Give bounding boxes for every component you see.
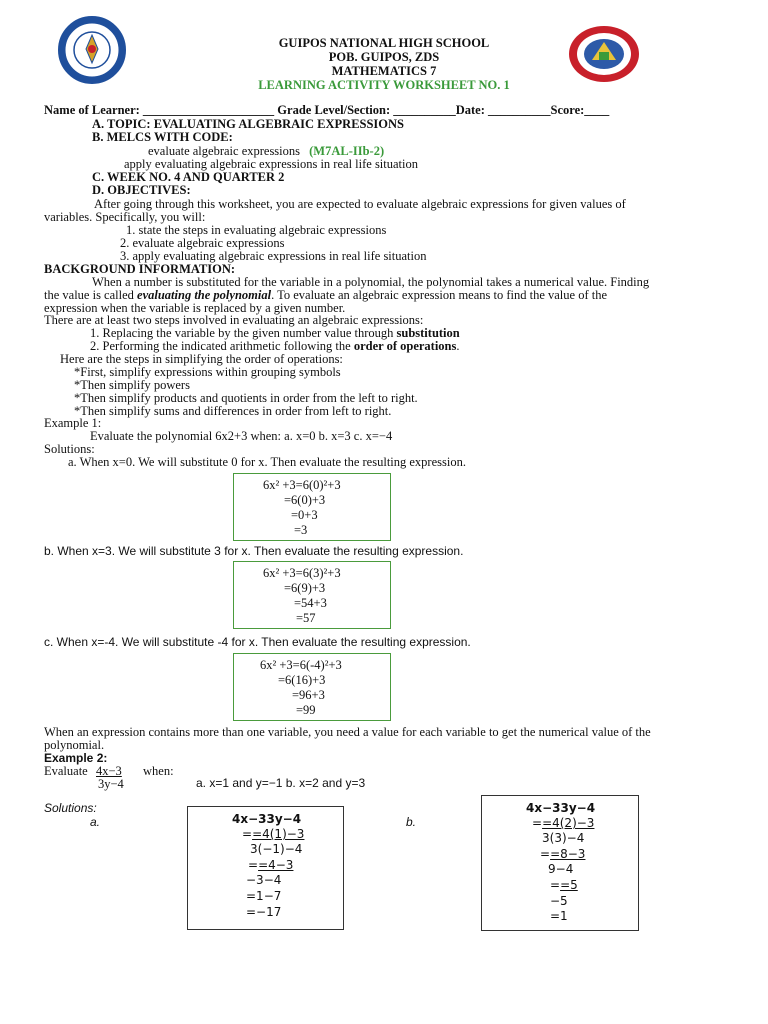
fraction-numerator: 4x−3 [96,764,122,778]
example-1-prompt: Evaluate the polynomial 6x2+3 when: a. x=0 b. x=3 c. x=−4 [90,429,393,443]
work-line: =0+3 [291,508,318,522]
solutions-2-heading: Solutions: [44,801,97,815]
work-line: =6(0)+3 [284,493,326,507]
work-line: =3 [294,523,308,537]
solution-label-b: b. [406,815,417,829]
multi-variable-para: polynomial. [44,738,105,752]
background-text: the value is called [44,288,138,302]
subject: MATHEMATICS 7 [331,64,437,78]
work-line: ==4(1)−3 [242,827,305,841]
work-line: ==4−3 [248,858,294,872]
example-2-cases: a. x=1 and y=−1 b. x=2 and y=3 [196,776,366,790]
week-quarter: C. WEEK NO. 4 AND QUARTER 2 [92,170,285,184]
order-step: *Then simplify products and quotients in order from the left to right. [74,391,418,405]
background-emphasis: evaluating the polynomial [137,288,272,302]
work-line: 9−4 [548,862,574,876]
example-2-when: when: [143,764,174,778]
work-line: 3(3)−4 [542,831,585,845]
work-line: =99 [296,703,316,717]
step-text: 2. Performing the indicated arithmetic following the [90,339,354,353]
order-heading: Here are the steps in simplifying the order of operations: [60,352,343,366]
solution-a-box [233,473,391,541]
objective-item: 3. apply evaluating algebraic expressions in real life situation [120,249,427,263]
solution-a-text: a. When x=0. We will substitute 0 for x. Then evaluate the resulting expression. [68,455,466,469]
background-text: . To evaluate an algebraic expression means to find the value of the [271,288,608,302]
work-line: =57 [296,611,316,625]
work-line: −5 [550,894,568,908]
school-name: GUIPOS NATIONAL HIGH SCHOOL [278,36,490,50]
background-line: There are at least two steps involved in evaluating an algebraic expressions: [44,313,424,327]
objective-item: 2. evaluate algebraic expressions [120,236,285,250]
work-line: =6(9)+3 [284,581,326,595]
work-line: =54+3 [294,596,327,610]
step-text: 1. Replacing the variable by the given number value through [90,326,397,340]
objectives-para-2: variables. Specifically, you will: [44,210,206,224]
work-line: =1−7 [246,889,282,903]
melcs-item-2: apply evaluating algebraic expressions in real life situation [124,157,419,171]
work-line: −3−4 [246,873,282,887]
order-step: *Then simplify sums and differences in order from left to right. [74,404,392,418]
worksheet-title: LEARNING ACTIVITY WORKSHEET NO. 1 [258,78,510,92]
work-line: =96+3 [292,688,325,702]
work-line: 3(−1)−4 [250,842,303,856]
work-line: ==4(2)−3 [532,816,595,830]
example-2-heading: Example 2: [44,751,108,765]
background-line: When a number is substituted for the variable in a polynomial, the polynomial takes a numerical value. Finding [92,275,650,289]
solution-c-box [233,653,391,721]
step-emphasis: order of operations [353,339,457,353]
work-numerator: =4(2)−3 [542,816,595,830]
solution-b-text: b. When x=3. We will substitute 3 for x. Then evaluate the resulting expression. [44,544,464,558]
melcs-text: evaluate algebraic expressions [148,144,301,158]
work-numerator: =4−3 [258,858,294,872]
melcs-code: (M7AL-IIb-2) [309,144,385,158]
work-line: =1 [550,909,568,923]
solution-b-box [233,561,391,629]
work-line: 6x² +3=6(0)²+3 [263,478,341,492]
work-numerator: =8−3 [550,847,586,861]
work-line: 6x² +3=6(-4)²+3 [260,658,342,672]
example-2-solution-b-box [481,795,639,931]
solution-c-text: c. When x=-4. We will substitute -4 for x. Then evaluate the resulting expression. [44,635,471,649]
example-2-solution-a-box [187,806,344,930]
step-text: . [456,339,460,353]
example-2-evaluate: Evaluate [44,764,88,778]
multi-variable-para: When an expression contains more than one variable, you need a value for each variable to get the numerical value of the [44,725,651,739]
work-line: =−17 [246,905,282,919]
background-line: expression when the variable is replaced by a given number. [44,301,346,315]
work-numerator: =4(1)−3 [252,827,305,841]
background-heading: BACKGROUND INFORMATION: [44,262,236,276]
example-1-heading: Example 1: [44,416,102,430]
step-emphasis: substitution [396,326,460,340]
work-line: ==5 [550,878,578,892]
order-step: *First, simplify expressions within grouping symbols [74,365,341,379]
fraction-denominator: 3y−4 [98,777,124,791]
solutions-heading: Solutions: [44,442,95,456]
objective-item: 1. state the steps in evaluating algebraic expressions [126,223,387,237]
work-line: ==8−3 [540,847,586,861]
work-line: 4x−33y−4 [526,801,596,815]
solution-label-a: a. [90,815,101,829]
work-line: 6x² +3=6(3)²+3 [263,566,341,580]
learner-info-line: Name of Learner: _____________________ Grade Level/Section: __________Date: __________Score:____ [44,103,610,117]
work-line: 4x−33y−4 [232,812,302,826]
school-address: POB. GUIPOS, ZDS [328,50,440,64]
work-line: =6(16)+3 [278,673,326,687]
objectives-para-1: After going through this worksheet, you are expected to evaluate algebraic expressions for given values of [94,197,626,211]
topic: A. TOPIC: EVALUATING ALGEBRAIC EXPRESSIONS [92,117,404,131]
objectives-heading: D. OBJECTIVES: [92,183,191,197]
work-numerator: =5 [560,878,578,892]
order-step: *Then simplify powers [74,378,190,392]
melcs-heading: B. MELCS WITH CODE: [92,130,233,144]
